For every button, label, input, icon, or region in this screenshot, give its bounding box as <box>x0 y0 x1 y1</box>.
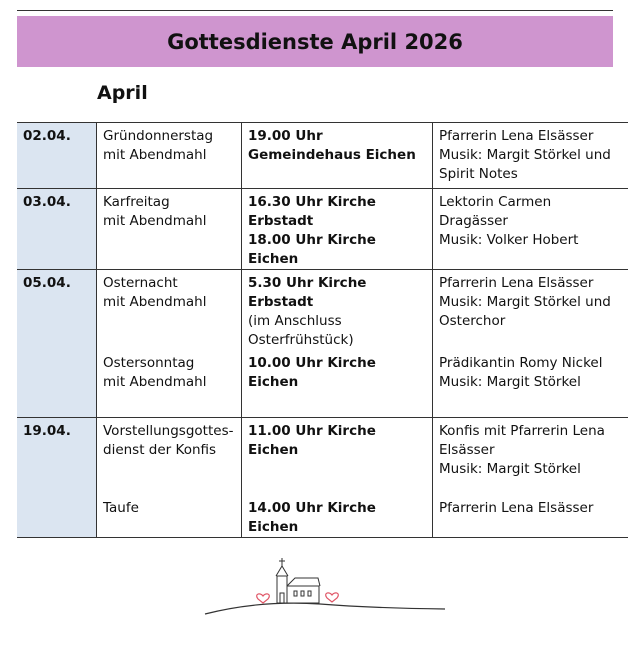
schedule-table <box>17 122 628 538</box>
heart-icon <box>257 594 270 603</box>
title-banner <box>17 16 613 67</box>
people-cell: Pfarrerin Lena Elsässer Musik: Margit Störkel und Spirit Notes <box>433 123 629 189</box>
table-row <box>17 495 628 538</box>
table-row <box>17 270 628 351</box>
service-cell: Gründonnerstag mit Abendmahl <box>97 123 242 189</box>
date-cell: 19.04. <box>17 417 97 495</box>
date-cell: 02.04. <box>17 123 97 189</box>
time-location-cell: 19.00 Uhr Gemeindehaus Eichen <box>242 123 433 189</box>
hill-line <box>205 603 445 614</box>
time-location-cell: 16.30 Uhr Kirche Erbstadt 18.00 Uhr Kirche Eichen <box>242 189 433 270</box>
date-cell <box>17 350 97 417</box>
people-cell: Pfarrerin Lena Elsässer <box>433 495 629 538</box>
service-cell: Osternacht mit Abendmahl <box>97 270 242 351</box>
church-icon <box>276 566 320 603</box>
page-title: Gottesdienste April 2026 <box>167 29 463 54</box>
people-cell: Konfis mit Pfarrerin Lena Elsässer Musik: Margit Störkel <box>433 417 629 495</box>
service-cell: Ostersonntag mit Abendmahl <box>97 350 242 417</box>
time-location-cell: 5.30 Uhr Kirche Erbstadt (im Anschluss Osterfrühstück) <box>242 270 433 351</box>
people-cell: Pfarrerin Lena Elsässer Musik: Margit Störkel und Osterchor <box>433 270 629 351</box>
date-cell <box>17 495 97 538</box>
service-cell: Vorstellungsgottes- dienst der Konfis <box>97 417 242 495</box>
table-row <box>17 189 628 270</box>
service-cell: Karfreitag mit Abendmahl <box>97 189 242 270</box>
table-row <box>17 417 628 495</box>
table-row <box>17 350 628 417</box>
people-cell: Lektorin Carmen Dragässer Musik: Volker Hobert <box>433 189 629 270</box>
service-cell: Taufe <box>97 495 242 538</box>
date-cell: 05.04. <box>17 270 97 351</box>
month-label: April <box>97 82 148 104</box>
church-illustration <box>200 552 450 622</box>
time-location-cell: 11.00 Uhr Kirche Eichen <box>242 417 433 495</box>
top-rule <box>17 10 613 11</box>
people-cell: Prädikantin Romy Nickel Musik: Margit Störkel <box>433 350 629 417</box>
time-location-cell: 10.00 Uhr Kirche Eichen <box>242 350 433 417</box>
table-row <box>17 123 628 189</box>
time-location-cell: 14.00 Uhr Kirche Eichen <box>242 495 433 538</box>
date-cell: 03.04. <box>17 189 97 270</box>
heart-icon <box>326 593 339 602</box>
